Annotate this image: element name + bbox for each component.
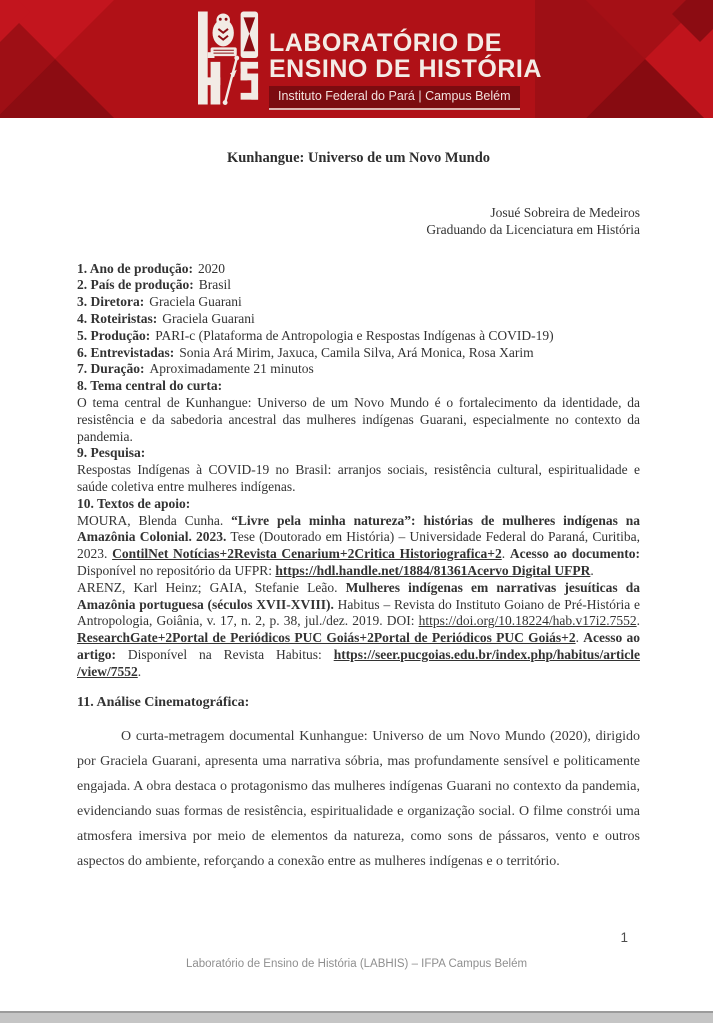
field-writers: 4. Roteiristas: Graciela Guarani	[77, 310, 255, 326]
reference-link[interactable]: https://seer.pucgoias.edu.br/index.php/habitus/article /view/7552	[77, 646, 640, 679]
page-title: Kunhangue: Universo de um Novo Mundo	[226, 150, 491, 166]
field-production: 5. Produção: PARI-c (Plataforma de Antropologia e Respostas Indígenas à COVID-19)	[77, 327, 554, 343]
section-textos-heading: 10. Textos de apoio:	[77, 495, 191, 511]
text-segment: Disponível no repositório da UFPR:	[77, 562, 276, 578]
labhis-header-banner	[0, 0, 713, 118]
field-duration: 7. Duração: Aproximadamente 21 minutos	[77, 361, 314, 377]
text-segment: Habitus – Revista do Instituto Goiano de Pré-História e Antropologia, Goiânia, v. 17, n. 2, p. 38, jul./dez. 2019. DOI:	[77, 596, 640, 629]
field-country: 2. País de produção: Brasil	[77, 277, 232, 293]
author-name: Josué Sobreira de Medeiros	[490, 205, 640, 220]
labhis-logo	[198, 8, 260, 108]
text-segment: ARENZ, Karl Heinz; GAIA, Stefanie Leão.	[77, 579, 346, 595]
page-number: 1	[620, 930, 628, 945]
section-analise-body: O curta-metragem documental Kunhangue: Universo de um Novo Mundo (2020), dirigido por Graciela Guarani, apresenta uma narrativa sóbria, mas profundamente sensível e politicamente engajada. A obra destaca o protagonismo das mulheres indígenas Guarani no contexto da pandemia, evidenciando suas formas de resistência, espiritualidade e organização social. O filme constrói uma atmosfera imersiva por meio de elementos da natureza, como sons de pássaros, vento e outros aspectos do ambiente, reforçando a conexão entre as mulheres indígenas e o território.	[77, 728, 640, 869]
section-analise-heading: 11. Análise Cinematográfica:	[77, 694, 250, 710]
reference-link[interactable]: https://doi.org/10.18224/hab.v17i2.7552	[418, 613, 637, 629]
page-bottom-edge	[0, 1011, 713, 1023]
section-tema-heading: 8. Tema central do curta:	[77, 378, 223, 394]
text-segment: .	[636, 613, 640, 629]
section-pesquisa-heading: 9. Pesquisa:	[77, 445, 146, 461]
footer-text: Laboratório de Ensino de História (LABHIS) – IFPA Campus Belém	[185, 958, 528, 970]
reference-link[interactable]: https://hdl.handle.net/1884/81361Acervo Digital UFPR	[275, 562, 591, 578]
reference-arenz-gaia	[77, 580, 640, 681]
text-segment: .	[590, 562, 594, 578]
sections-flow	[77, 378, 640, 680]
text-segment: Tese (Doutorado em História) – Universidade Federal do Paraná, Curitiba, 2023.	[77, 529, 640, 562]
text-segment: MOURA, Blenda Cunha.	[77, 512, 232, 528]
reference-link[interactable]: ContilNet Notícias+2Revista Cenarium+2Critica Historiografica+2	[112, 546, 502, 562]
text-segment: Acesso ao artigo:	[77, 630, 640, 662]
field-year: 1. Ano de produção: 2020	[77, 260, 226, 276]
header-title-line1: LABORATÓRIO DE	[269, 29, 502, 57]
author-block	[77, 205, 640, 239]
reference-link[interactable]: ResearchGate+2Portal de Periódicos PUC Goiás+2Portal de Periódicos PUC Goiás+2	[77, 630, 576, 646]
header-title-line2: ENSINO DE HISTÓRIA	[269, 55, 542, 83]
author-role: Graduando da Licenciatura em História	[426, 221, 640, 237]
text-segment: Disponível na Revista Habitus:	[115, 646, 334, 662]
section-pesquisa-body: Respostas Indígenas à COVID-19 no Brasil: arranjos sociais, resistência cultural, espiritualidade e saúde coletiva entre mulheres indígenas.	[77, 462, 640, 494]
text-segment: “Livre pela minha natureza”: histórias de mulheres indígenas na Amazônia Colonial. 2023.	[77, 512, 641, 545]
section-tema-body: O tema central de Kunhangue: Universo de um Novo Mundo é o fortalecimento da identidade, da resistência e da sabedoria ancestral das mulheres indígenas Guarani, especialmente no contexto da pandemia.	[77, 394, 640, 444]
text-segment: Mulheres indígenas em narrativas jesuíticas da Amazônia portuguesa (séculos XVII-XVIII).	[77, 579, 640, 612]
text-segment: .	[501, 546, 510, 562]
header-subtitle: Instituto Federal do Pará | Campus Belém	[269, 86, 520, 110]
text-segment: Acesso ao documento:	[509, 546, 640, 562]
text-segment: .	[575, 630, 584, 646]
field-interviewees: 6. Entrevistadas: Sonia Ará Mirim, Jaxuca, Camila Silva, Ará Monica, Rosa Xarim	[77, 344, 534, 360]
text-segment: .	[137, 663, 142, 679]
film-fields-list	[77, 261, 640, 379]
field-director: 3. Diretora: Graciela Guarani	[77, 294, 242, 310]
brand-lockup	[198, 8, 542, 110]
reference-moura	[77, 513, 640, 580]
section-analise	[77, 695, 640, 874]
document-content	[77, 118, 640, 874]
brand-text	[269, 8, 542, 110]
